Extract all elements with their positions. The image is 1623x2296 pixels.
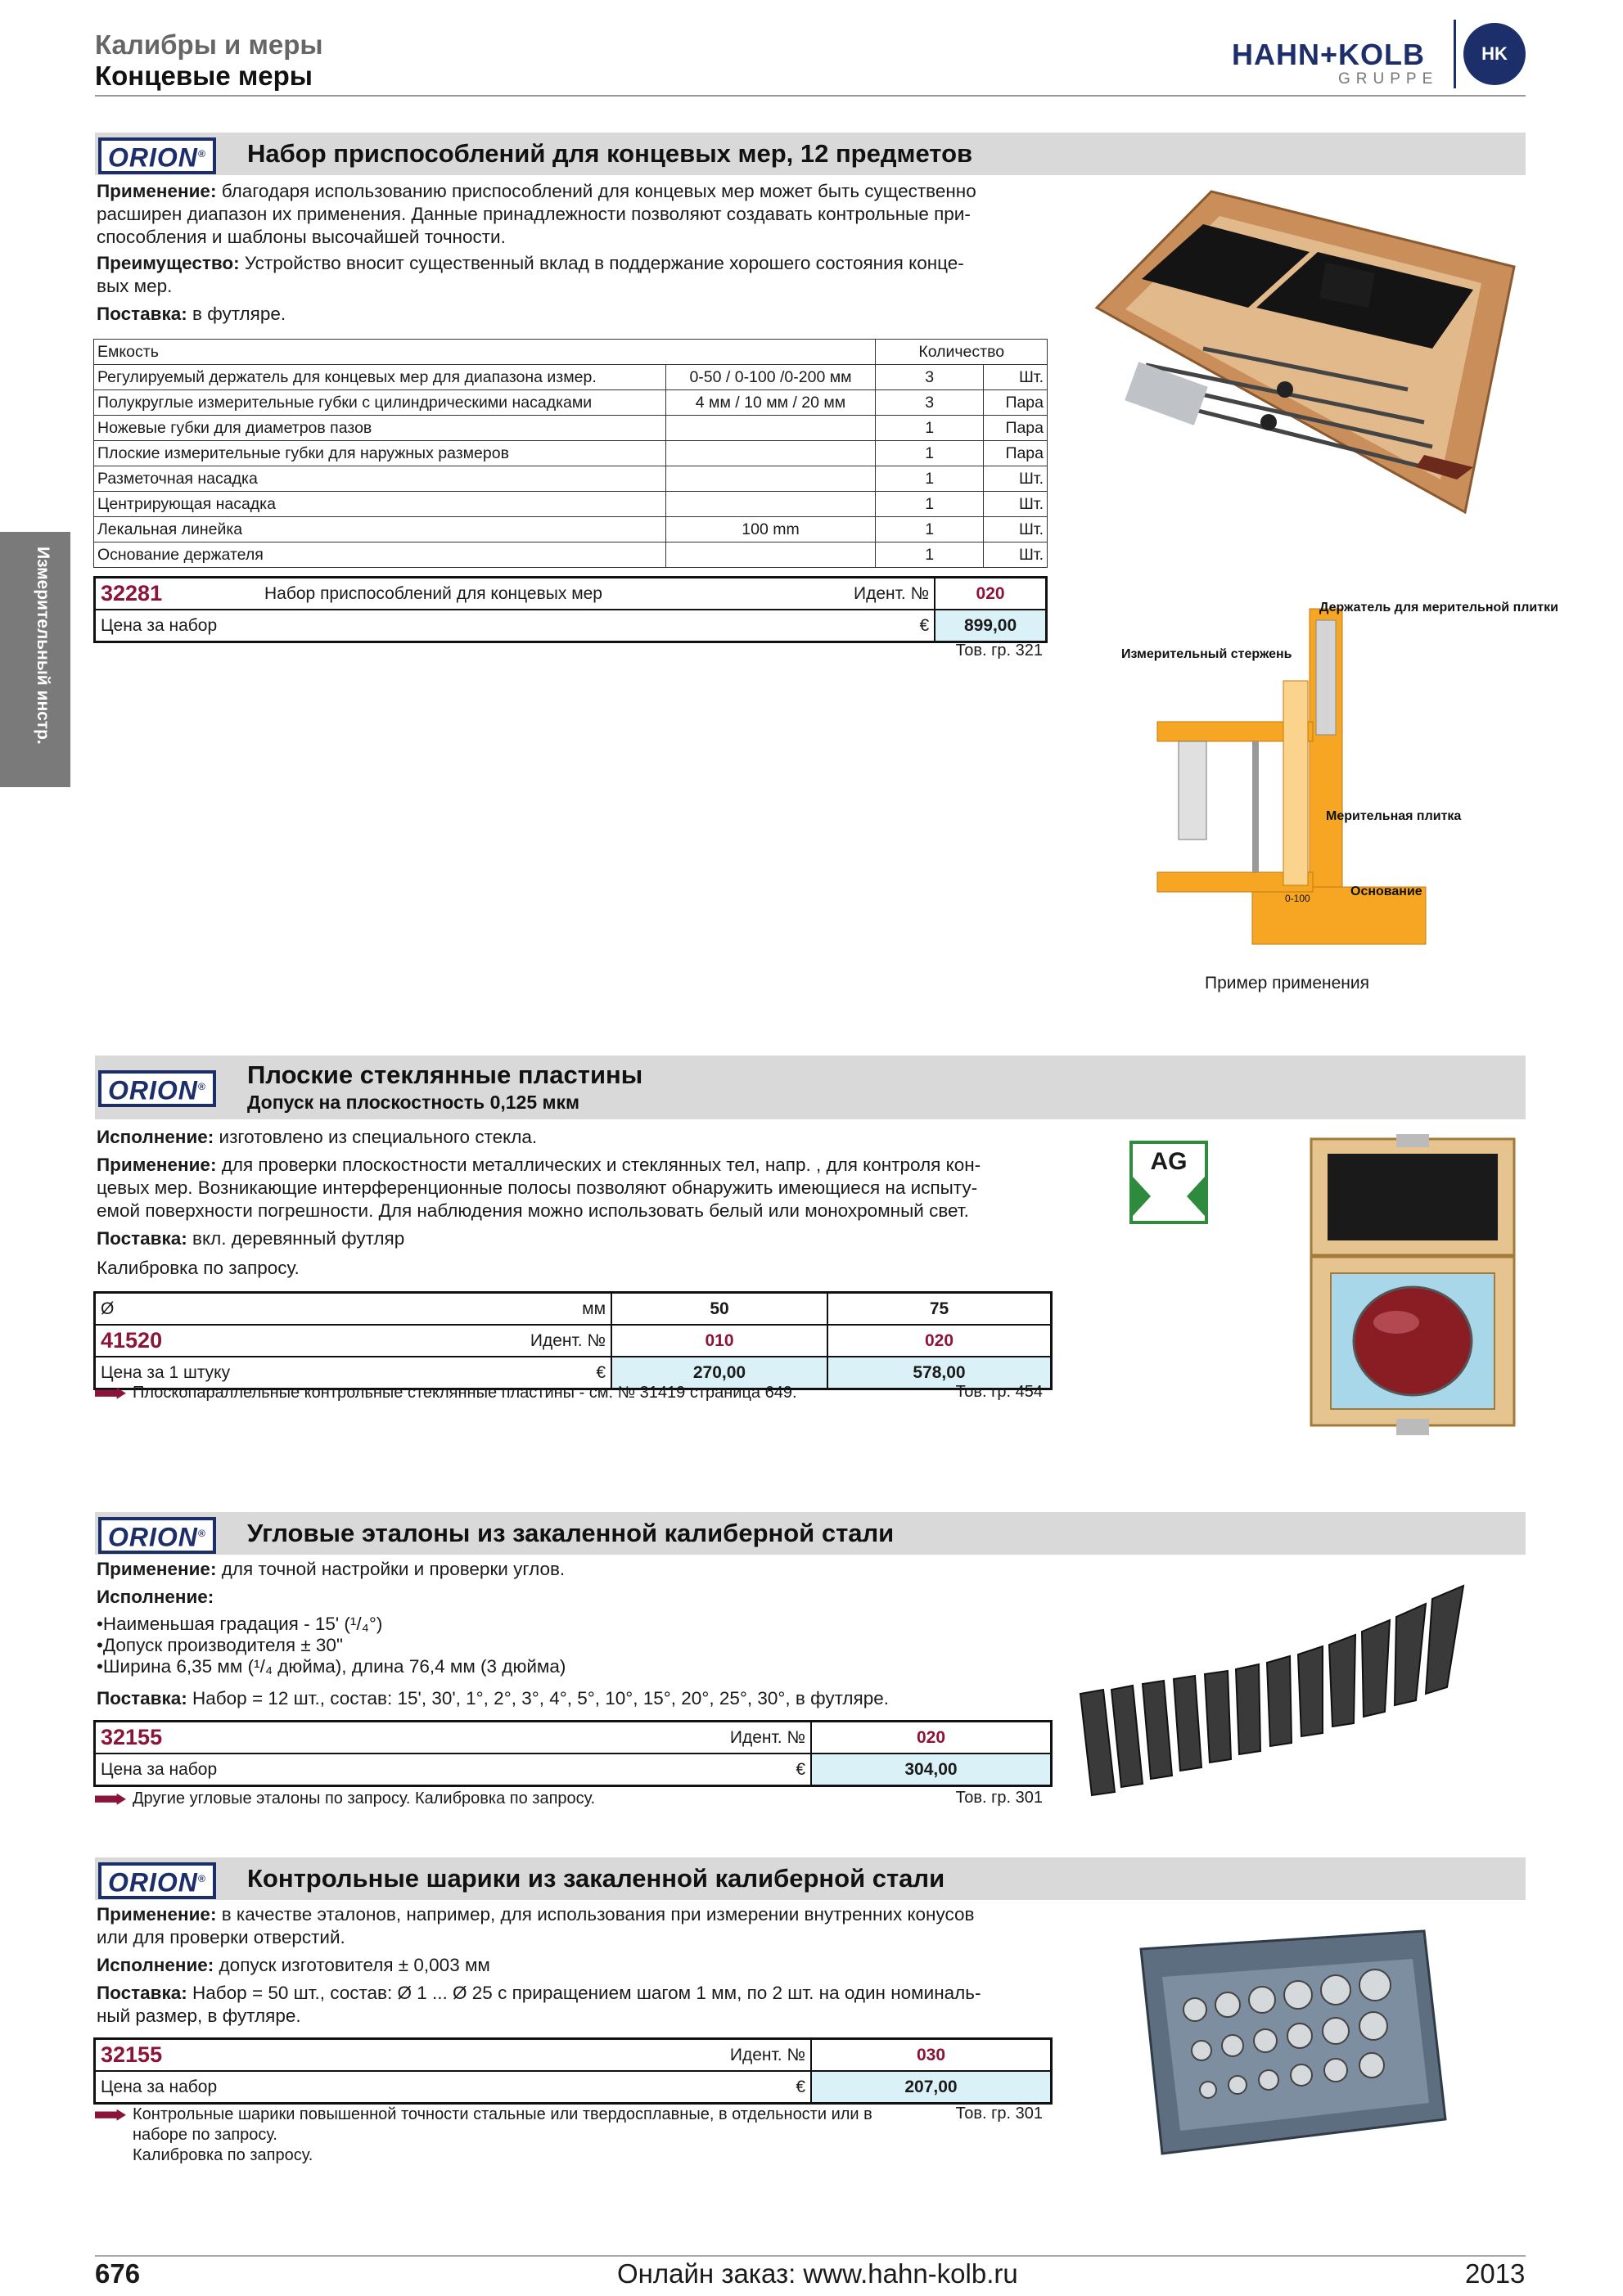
diameter-label: Ø [101,1299,115,1318]
sec4-price-table [93,2037,1053,2105]
footer-divider [95,2255,1526,2257]
sec2-calibration: Калибровка по запросу. [97,1258,300,1278]
section-title-2: Плоские стеклянные пластины [247,1060,643,1089]
sec2-execution: Исполнение: изготовлено из специального стекла. [97,1127,538,1147]
price-value: 207,00 [811,2071,1050,2102]
article-number[interactable]: 32155 [101,1725,163,1749]
price-value: 578,00 [827,1357,1050,1388]
ident-number: 030 [811,2040,1050,2071]
currency-symbol: € [596,1362,606,1382]
size-75: 75 [827,1294,1050,1325]
article-number[interactable]: 41520 [101,1328,163,1353]
catalog-year: 2013 [1465,2258,1526,2289]
sec1-application: Применение: благодаря использованию приспособлений для концевых мер может быть существенно расширен диапазон их применения. Данные принадлежности позволяют создавать контрольные при- способления и шаблоны высочайшей точности. [97,181,976,247]
ident-number: 020 [811,1722,1050,1754]
price-value: 899,00 [935,610,1045,641]
table-row: Лекальная линейка 100 mm 1 Шт. [94,517,1048,542]
ident-label: Идент. № [729,1727,805,1747]
price-label: Цена за набор [101,1759,218,1779]
product-group: Тов. гр. 301 [955,1789,1043,1807]
header-category: Калибры и меры [95,29,323,60]
product-group: Тов. гр. 321 [955,642,1043,660]
currency-symbol: € [796,1759,805,1779]
product-group: Тов. гр. 454 [955,1383,1043,1401]
sec2-price-table [93,1291,1053,1390]
article-number[interactable]: 32281 [101,581,163,606]
table-row: Разметочная насадка 1 Шт. [94,466,1048,492]
sec2-note: Плоскопараллельные контрольные стеклянные пластины - см. № 31419 страница 649. [95,1383,848,1403]
sec4-note: Контрольные шарики повышенной точности стальные или твердосплавные, в отдельности или в наборе по запросу. Калибровка по запросу. [95,2105,922,2166]
sec2-application: Применение: для проверки плоскостности металлических и стеклянных тел, напр. , для контроля кон- цевых мер. Возникающие интерференционные полосы позволяют обнаружить имеющиеся на испыту- емой поверхности погрешности. Для наблюдения можно использовать белый или монохромный свет. [97,1155,981,1221]
sec3-note: Другие угловые эталоны по запросу. Калибровка по запросу. [95,1789,848,1809]
section-header-2 [95,1056,1526,1119]
logo-divider [1454,20,1456,88]
article-number[interactable]: 32155 [101,2042,163,2067]
table-row: Плоские измерительные губки для наружных размеров 1 Пара [94,441,1048,466]
price-label: Цена за 1 штуку [101,1362,231,1382]
price-value: 270,00 [611,1357,827,1388]
accessory-set-case-image [1080,185,1522,520]
orion-logo: ORION® [98,137,216,174]
ag-badge: AG [1129,1141,1208,1224]
price-label: Цена за набор [101,2077,218,2096]
price-value: 304,00 [811,1754,1050,1785]
ident-number: 020 [827,1325,1050,1357]
section-header-1 [95,133,1526,175]
size-50: 50 [611,1294,827,1325]
ident-label: Идент. № [854,583,930,603]
sec3-delivery: Поставка: Набор = 12 шт., состав: 15', 30', 1°, 2°, 3°, 4°, 5°, 10°, 15°, 20°, 25°, 30°, в футляре. [97,1688,889,1708]
section-header-4 [95,1857,1526,1900]
side-tab[interactable] [0,532,70,787]
hk-logo-icon: HK [1463,23,1526,85]
sec1-price-table [93,576,1048,643]
label-rod: Измерительный стержень [1121,647,1292,661]
sec3-application: Применение: для точной настройки и проверки углов. [97,1559,566,1579]
sec2-delivery: Поставка: вкл. деревянный футляр [97,1228,405,1249]
label-plate: Мерительная плитка [1326,809,1462,823]
col-capacity-header: Емкость [94,340,876,365]
ident-number: 010 [611,1325,827,1357]
product-group: Тов. гр. 301 [955,2105,1043,2123]
table-row: Регулируемый держатель для концевых мер для диапазона измер. 0-50 / 0-100 /0-200 мм 3 Шт. [94,365,1048,390]
section-header-3 [95,1512,1526,1555]
label-base: Основание [1350,885,1422,898]
col-qty-header: Количество [876,340,1048,365]
section-title-1: Набор приспособлений для концевых мер, 12 предметов [247,139,973,168]
unit-label: мм [582,1299,606,1318]
label-holder: Держатель для мерительной плитки [1319,601,1558,615]
angle-gauge-blocks-image [1072,1571,1514,1808]
sec4-application: Применение: в качестве эталонов, например, для использования при измерении внутренних конусов или для проверки отверстий. [97,1904,975,1947]
sec1-delivery: Поставка: в футляре. [97,304,286,324]
scale-label: 0-100 [1285,893,1310,904]
table-row: Центрирующая насадка 1 Шт. [94,492,1048,517]
section-title-4: Контрольные шарики из закаленной калиберной стали [247,1864,945,1893]
page-title: Концевые меры [95,61,313,91]
table-row: Полукруглые измерительные губки с цилиндрическими насадками 4 мм / 10 мм / 20 мм 3 Пара [94,390,1048,416]
sec4-execution: Исполнение: допуск изготовителя ± 0,003 мм [97,1955,490,1975]
brand-logo-sub: GRUPPE [1338,70,1439,88]
sec1-contents-table [93,339,1048,568]
orion-logo: ORION® [98,1517,216,1554]
page-number: 676 [95,2258,141,2289]
ident-label: Идент. № [530,1330,606,1350]
sec3-execution: Исполнение: [97,1587,214,1607]
brand-logo-text: HAHN+KOLB [1232,38,1426,71]
diagram-caption: Пример применения [1205,974,1370,993]
arrow-right-icon [95,1388,126,1399]
application-diagram [1121,599,1558,959]
gauge-balls-case-image [1129,1920,1449,2165]
currency-symbol: € [919,615,930,635]
price-label: Цена за набор [101,615,218,635]
sec1-advantage: Преимущество: Устройство вносит существенный вклад в поддержание хорошего состояния конце- вых мер. [97,253,964,296]
arrow-right-icon [95,1794,126,1805]
table-row: Ножевые губки для диаметров пазов 1 Пара [94,416,1048,441]
orion-logo: ORION® [98,1862,216,1899]
glass-plate-case-image [1306,1134,1519,1438]
sec4-delivery: Поставка: Набор = 50 шт., состав: Ø 1 ... Ø 25 с приращением шагом 1 мм, по 2 шт. на один номиналь- ный размер, в футляре. [97,1983,981,2026]
header-divider [95,95,1526,97]
table-row: Основание держателя 1 Шт. [94,542,1048,568]
orion-logo: ORION® [98,1070,216,1107]
arrow-right-icon [95,2109,126,2121]
sec3-price-table [93,1720,1053,1787]
article-description: Набор приспособлений для концевых мер [264,583,602,603]
currency-symbol: € [796,2077,805,2096]
section-subtitle-2: Допуск на плоскостность 0,125 мкм [247,1092,580,1113]
section-title-3: Угловые эталоны из закаленной калиберной стали [247,1519,895,1547]
side-tab-label: Измерительный инстр. [34,547,52,745]
ident-number: 020 [935,579,1045,610]
ident-label: Идент. № [729,2045,805,2064]
online-order-link[interactable]: Онлайн заказ: www.hahn-kolb.ru [617,2258,1018,2289]
sec3-bullets: •Наименьшая градация - 15' (¹/₄°) •Допуск производителя ± 30" •Ширина 6,35 мм (¹/₄ дюйма), длина 76,4 мм (3 дюйма) [97,1614,566,1677]
